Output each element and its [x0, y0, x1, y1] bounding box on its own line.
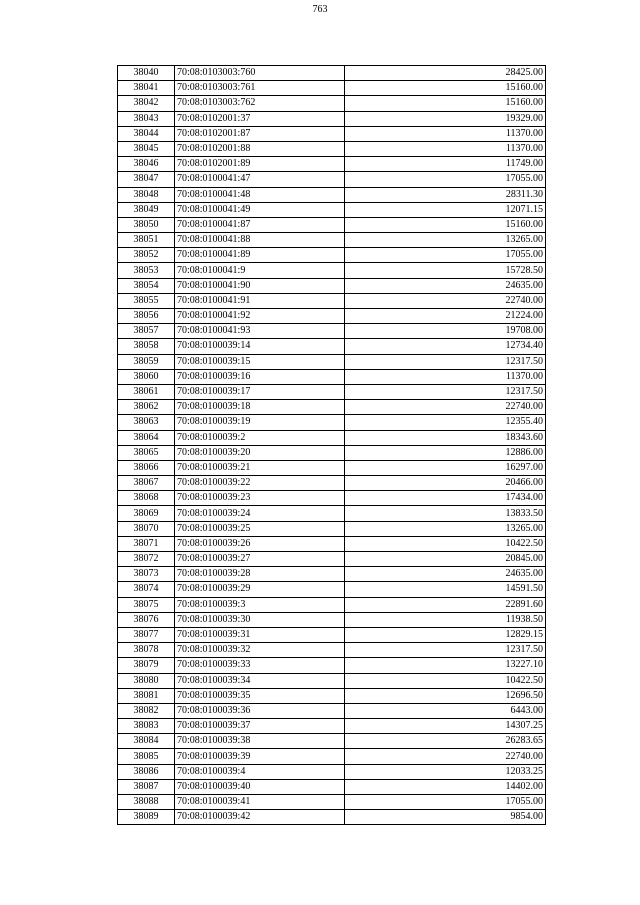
row-number-cell: 38069: [118, 506, 175, 521]
cadastral-number-cell: 70:08:0100039:28: [175, 567, 345, 582]
cadastral-value-cell: 12317.50: [345, 354, 546, 369]
cadastral-number-cell: 70:08:0100039:2: [175, 430, 345, 445]
table-row: [118, 612, 546, 627]
row-number-cell: 38067: [118, 476, 175, 491]
table-row: [118, 172, 546, 187]
cadastral-number-cell: 70:08:0100039:19: [175, 415, 345, 430]
row-number-cell: 38074: [118, 582, 175, 597]
row-number-cell: 38059: [118, 354, 175, 369]
table-row: [118, 248, 546, 263]
cadastral-number-cell: 70:08:0100039:41: [175, 795, 345, 810]
cadastral-value-table: [117, 65, 546, 825]
cadastral-value-cell: 20845.00: [345, 552, 546, 567]
cadastral-value-cell: 11938.50: [345, 612, 546, 627]
cadastral-number-cell: 70:08:0100039:14: [175, 339, 345, 354]
cadastral-number-cell: 70:08:0100039:37: [175, 719, 345, 734]
cadastral-number-cell: 70:08:0100039:21: [175, 460, 345, 475]
table-row: [118, 810, 546, 825]
cadastral-value-cell: 17055.00: [345, 795, 546, 810]
row-number-cell: 38060: [118, 369, 175, 384]
cadastral-number-cell: 70:08:0100041:89: [175, 248, 345, 263]
row-number-cell: 38089: [118, 810, 175, 825]
cadastral-number-cell: 70:08:0100041:87: [175, 217, 345, 232]
table-row: [118, 795, 546, 810]
table-row: [118, 552, 546, 567]
cadastral-number-cell: 70:08:0100039:25: [175, 521, 345, 536]
table-row: [118, 673, 546, 688]
row-number-cell: 38046: [118, 157, 175, 172]
row-number-cell: 38076: [118, 612, 175, 627]
table-row: [118, 719, 546, 734]
table-row: [118, 460, 546, 475]
table-row: [118, 749, 546, 764]
table-row: [118, 658, 546, 673]
table-row: [118, 126, 546, 141]
cadastral-number-cell: 70:08:0103003:760: [175, 66, 345, 81]
cadastral-number-cell: 70:08:0100039:18: [175, 400, 345, 415]
row-number-cell: 38064: [118, 430, 175, 445]
cadastral-number-cell: 70:08:0100039:29: [175, 582, 345, 597]
cadastral-value-cell: 11370.00: [345, 126, 546, 141]
table-row: [118, 354, 546, 369]
cadastral-number-cell: 70:08:0100039:24: [175, 506, 345, 521]
cadastral-number-cell: 70:08:0100041:91: [175, 293, 345, 308]
row-number-cell: 38053: [118, 263, 175, 278]
row-number-cell: 38071: [118, 536, 175, 551]
row-number-cell: 38081: [118, 688, 175, 703]
cadastral-value-cell: 26283.65: [345, 734, 546, 749]
row-number-cell: 38088: [118, 795, 175, 810]
cadastral-value-cell: 12071.15: [345, 202, 546, 217]
cadastral-number-cell: 70:08:0100041:9: [175, 263, 345, 278]
cadastral-number-cell: 70:08:0100039:26: [175, 536, 345, 551]
cadastral-number-cell: 70:08:0100041:48: [175, 187, 345, 202]
table-row: [118, 263, 546, 278]
row-number-cell: 38055: [118, 293, 175, 308]
cadastral-number-cell: 70:08:0100039:33: [175, 658, 345, 673]
cadastral-value-cell: 12696.50: [345, 688, 546, 703]
cadastral-number-cell: 70:08:0100039:35: [175, 688, 345, 703]
table-row: [118, 66, 546, 81]
cadastral-value-cell: 20466.00: [345, 476, 546, 491]
cadastral-number-cell: 70:08:0100041:90: [175, 278, 345, 293]
row-number-cell: 38084: [118, 734, 175, 749]
cadastral-value-cell: 14307.25: [345, 719, 546, 734]
row-number-cell: 38047: [118, 172, 175, 187]
cadastral-number-cell: 70:08:0100039:15: [175, 354, 345, 369]
table-row: [118, 779, 546, 794]
cadastral-value-cell: 22740.00: [345, 749, 546, 764]
row-number-cell: 38083: [118, 719, 175, 734]
table-row: [118, 324, 546, 339]
table-row: [118, 582, 546, 597]
cadastral-number-cell: 70:08:0100039:34: [175, 673, 345, 688]
cadastral-value-cell: 28425.00: [345, 66, 546, 81]
cadastral-value-cell: 18343.60: [345, 430, 546, 445]
page-number: 763: [312, 4, 328, 15]
cadastral-value-cell: 13265.00: [345, 521, 546, 536]
cadastral-value-cell: 17055.00: [345, 248, 546, 263]
table-row: [118, 445, 546, 460]
cadastral-value-cell: 15728.50: [345, 263, 546, 278]
table-row: [118, 627, 546, 642]
cadastral-value-cell: 6443.00: [345, 703, 546, 718]
cadastral-number-cell: 70:08:0100039:30: [175, 612, 345, 627]
cadastral-value-cell: 13833.50: [345, 506, 546, 521]
table-row: [118, 339, 546, 354]
table-row: [118, 491, 546, 506]
row-number-cell: 38050: [118, 217, 175, 232]
cadastral-value-cell: 19708.00: [345, 324, 546, 339]
cadastral-number-cell: 70:08:0100039:39: [175, 749, 345, 764]
cadastral-number-cell: 70:08:0100039:17: [175, 384, 345, 399]
row-number-cell: 38073: [118, 567, 175, 582]
table-row: [118, 521, 546, 536]
cadastral-value-cell: 12829.15: [345, 627, 546, 642]
row-number-cell: 38078: [118, 643, 175, 658]
table-row: [118, 369, 546, 384]
table-row: [118, 536, 546, 551]
table-row: [118, 217, 546, 232]
cadastral-value-cell: 17055.00: [345, 172, 546, 187]
row-number-cell: 38068: [118, 491, 175, 506]
cadastral-value-cell: 28311.30: [345, 187, 546, 202]
cadastral-value-cell: 17434.00: [345, 491, 546, 506]
cadastral-number-cell: 70:08:0100039:31: [175, 627, 345, 642]
table-row: [118, 157, 546, 172]
cadastral-number-cell: 70:08:0100039:23: [175, 491, 345, 506]
row-number-cell: 38051: [118, 233, 175, 248]
cadastral-value-cell: 12886.00: [345, 445, 546, 460]
row-number-cell: 38077: [118, 627, 175, 642]
row-number-cell: 38042: [118, 96, 175, 111]
cadastral-value-cell: 14402.00: [345, 779, 546, 794]
cadastral-number-cell: 70:08:0102001:87: [175, 126, 345, 141]
table-row: [118, 81, 546, 96]
table-row: [118, 567, 546, 582]
cadastral-value-cell: 21224.00: [345, 309, 546, 324]
row-number-cell: 38075: [118, 597, 175, 612]
cadastral-value-cell: 12033.25: [345, 764, 546, 779]
cadastral-number-cell: 70:08:0100039:20: [175, 445, 345, 460]
table-row: [118, 703, 546, 718]
row-number-cell: 38041: [118, 81, 175, 96]
table-row: [118, 233, 546, 248]
cadastral-value-cell: 14591.50: [345, 582, 546, 597]
cadastral-value-cell: 15160.00: [345, 96, 546, 111]
cadastral-value-cell: 9854.00: [345, 810, 546, 825]
table-row: [118, 293, 546, 308]
table-row: [118, 688, 546, 703]
cadastral-value-cell: 10422.50: [345, 536, 546, 551]
row-number-cell: 38057: [118, 324, 175, 339]
table-row: [118, 309, 546, 324]
cadastral-value-cell: 16297.00: [345, 460, 546, 475]
cadastral-value-cell: 12355.40: [345, 415, 546, 430]
cadastral-number-cell: 70:08:0102001:37: [175, 111, 345, 126]
cadastral-number-cell: 70:08:0100039:27: [175, 552, 345, 567]
table-row: [118, 111, 546, 126]
cadastral-number-cell: 70:08:0100039:16: [175, 369, 345, 384]
row-number-cell: 38082: [118, 703, 175, 718]
cadastral-number-cell: 70:08:0100041:49: [175, 202, 345, 217]
table-row: [118, 415, 546, 430]
row-number-cell: 38044: [118, 126, 175, 141]
cadastral-number-cell: 70:08:0100041:93: [175, 324, 345, 339]
row-number-cell: 38085: [118, 749, 175, 764]
table-row: [118, 187, 546, 202]
cadastral-value-cell: 11370.00: [345, 369, 546, 384]
cadastral-number-cell: 70:08:0100039:4: [175, 764, 345, 779]
row-number-cell: 38070: [118, 521, 175, 536]
cadastral-number-cell: 70:08:0100039:36: [175, 703, 345, 718]
table-row: [118, 734, 546, 749]
cadastral-value-cell: 10422.50: [345, 673, 546, 688]
table-row: [118, 430, 546, 445]
row-number-cell: 38043: [118, 111, 175, 126]
row-number-cell: 38066: [118, 460, 175, 475]
cadastral-number-cell: 70:08:0100041:47: [175, 172, 345, 187]
row-number-cell: 38056: [118, 309, 175, 324]
cadastral-number-cell: 70:08:0100041:92: [175, 309, 345, 324]
row-number-cell: 38072: [118, 552, 175, 567]
table-row: [118, 202, 546, 217]
cadastral-value-cell: 13227.10: [345, 658, 546, 673]
cadastral-value-cell: 22740.00: [345, 293, 546, 308]
cadastral-value-cell: 15160.00: [345, 81, 546, 96]
table-row: [118, 506, 546, 521]
cadastral-value-cell: 13265.00: [345, 233, 546, 248]
row-number-cell: 38086: [118, 764, 175, 779]
cadastral-value-cell: 19329.00: [345, 111, 546, 126]
cadastral-value-cell: 24635.00: [345, 278, 546, 293]
cadastral-number-cell: 70:08:0100041:88: [175, 233, 345, 248]
table-row: [118, 400, 546, 415]
table-row: [118, 96, 546, 111]
cadastral-number-cell: 70:08:0100039:3: [175, 597, 345, 612]
row-number-cell: 38063: [118, 415, 175, 430]
row-number-cell: 38045: [118, 141, 175, 156]
row-number-cell: 38062: [118, 400, 175, 415]
table-row: [118, 643, 546, 658]
table-row: [118, 384, 546, 399]
cadastral-value-cell: 22891.60: [345, 597, 546, 612]
row-number-cell: 38087: [118, 779, 175, 794]
cadastral-number-cell: 70:08:0100039:32: [175, 643, 345, 658]
row-number-cell: 38079: [118, 658, 175, 673]
table-row: [118, 278, 546, 293]
row-number-cell: 38080: [118, 673, 175, 688]
cadastral-value-cell: 11370.00: [345, 141, 546, 156]
cadastral-number-cell: 70:08:0103003:762: [175, 96, 345, 111]
cadastral-number-cell: 70:08:0100039:22: [175, 476, 345, 491]
row-number-cell: 38065: [118, 445, 175, 460]
row-number-cell: 38052: [118, 248, 175, 263]
cadastral-value-cell: 24635.00: [345, 567, 546, 582]
row-number-cell: 38061: [118, 384, 175, 399]
row-number-cell: 38040: [118, 66, 175, 81]
cadastral-number-cell: 70:08:0100039:38: [175, 734, 345, 749]
cadastral-value-cell: 11749.00: [345, 157, 546, 172]
cadastral-value-cell: 12734.40: [345, 339, 546, 354]
row-number-cell: 38048: [118, 187, 175, 202]
cadastral-value-cell: 22740.00: [345, 400, 546, 415]
row-number-cell: 38054: [118, 278, 175, 293]
row-number-cell: 38058: [118, 339, 175, 354]
table-row: [118, 141, 546, 156]
table-row: [118, 476, 546, 491]
cadastral-number-cell: 70:08:0103003:761: [175, 81, 345, 96]
cadastral-number-cell: 70:08:0100039:40: [175, 779, 345, 794]
cadastral-value-cell: 12317.50: [345, 643, 546, 658]
table-row: [118, 597, 546, 612]
cadastral-value-cell: 12317.50: [345, 384, 546, 399]
cadastral-number-cell: 70:08:0102001:88: [175, 141, 345, 156]
row-number-cell: 38049: [118, 202, 175, 217]
cadastral-value-cell: 15160.00: [345, 217, 546, 232]
table-row: [118, 764, 546, 779]
table-body: [118, 66, 546, 825]
cadastral-number-cell: 70:08:0100039:42: [175, 810, 345, 825]
cadastral-number-cell: 70:08:0102001:89: [175, 157, 345, 172]
